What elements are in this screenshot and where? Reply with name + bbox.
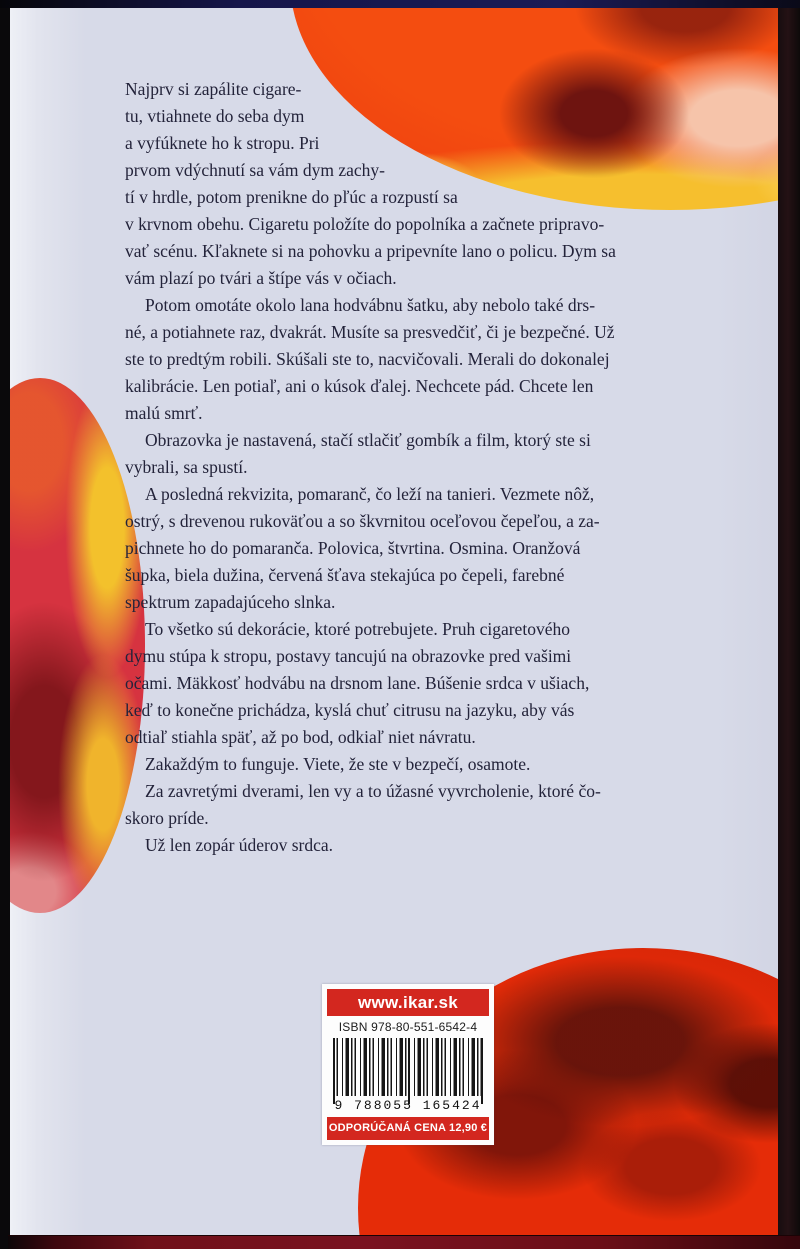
book-bottom-edge bbox=[8, 1235, 800, 1249]
isbn-text: ISBN 978-80-551-6542-4 bbox=[338, 1020, 478, 1034]
text-line: vať scénu. Kľaknete si na pohovku a pripevníte lano o policu. Dym sa bbox=[125, 241, 616, 261]
barcode-guard-bar bbox=[481, 1038, 483, 1104]
text-line: a vyfúknete ho k stropu. Pri bbox=[125, 133, 320, 153]
ean-barcode bbox=[333, 1038, 483, 1096]
barcode-digits: 9 788055 165424 bbox=[334, 1098, 482, 1113]
text-line: Najprv si zapálite cigare- bbox=[125, 79, 302, 99]
text-line: tí v hrdle, potom prenikne do pľúc a rozpustí sa bbox=[125, 187, 458, 207]
recommended-price: ODPORÚČANÁ CENA 12,90 € bbox=[328, 1122, 488, 1134]
price-banner bbox=[327, 1117, 489, 1140]
book-top-edge bbox=[0, 0, 800, 8]
text-line: To všetko sú dekorácie, ktoré potrebujete. Pruh cigaretového bbox=[145, 619, 570, 639]
barcode-label bbox=[322, 984, 494, 1145]
text-line: né, a potiahnete raz, dvakrát. Musíte sa presvedčiť, či je bezpečné. Už bbox=[125, 322, 615, 342]
text-line: A posledná rekvizita, pomaranč, čo leží na tanieri. Vezmete nôž, bbox=[145, 484, 595, 504]
book-back-cover bbox=[10, 8, 778, 1238]
text-line: pichnete ho do pomaranča. Polovica, štvrtina. Osmina. Oranžová bbox=[125, 538, 581, 558]
text-line: Obrazovka je nastavená, stačí stlačiť gombík a film, ktorý ste si bbox=[145, 430, 591, 450]
text-line: skoro príde. bbox=[125, 808, 209, 828]
text-line: tu, vtiahnete do seba dym bbox=[125, 106, 305, 126]
text-line: ste to predtým robili. Skúšali ste to, nacvičovali. Merali do dokonalej bbox=[125, 349, 610, 369]
text-line: prvom vdýchnutí sa vám dym zachy- bbox=[125, 160, 386, 180]
text-line: spektrum zapadajúceho slnka. bbox=[125, 592, 336, 612]
text-line: odtiaľ stiahla späť, až po bod, odkiaľ niet návratu. bbox=[125, 727, 476, 747]
text-line: Zakaždým to funguje. Viete, že ste v bezpečí, osamote. bbox=[145, 754, 531, 774]
text-line: keď to konečne prichádza, kyslá chuť citrusu na jazyku, aby vás bbox=[125, 700, 575, 720]
text-line: v krvnom obehu. Cigaretu položíte do popolníka a začnete pripravo- bbox=[125, 214, 605, 234]
text-line: šupka, biela dužina, červená šťava stekajúca po čepeli, farebné bbox=[125, 565, 565, 585]
barcode-guard-bar bbox=[408, 1038, 410, 1104]
text-line: vám plazí po tvári a štípe vás v očiach. bbox=[125, 268, 397, 288]
barcode-guard-bar bbox=[333, 1038, 335, 1104]
publisher-website: www.ikar.sk bbox=[357, 993, 458, 1012]
text-line: Za zavretými dverami, len vy a to úžasné vyvrcholenie, ktoré čo- bbox=[145, 781, 601, 801]
text-line: dymu stúpa k stropu, postavy tancujú na obrazovke pred vašimi bbox=[125, 646, 572, 666]
text-line: vybrali, sa spustí. bbox=[125, 457, 248, 477]
text-line: Už len zopár úderov srdca. bbox=[145, 835, 334, 855]
text-line: kalibrácie. Len potiaľ, ani o kúsok ďalej. Nechcete pád. Chcete len bbox=[125, 376, 594, 396]
text-line: Potom omotáte okolo lana hodvábnu šatku, aby nebolo také drs- bbox=[145, 295, 596, 315]
publisher-website-banner bbox=[327, 989, 489, 1016]
text-line: očami. Mäkkosť hodvábu na drsnom lane. Búšenie srdca v ušiach, bbox=[125, 673, 590, 693]
text-line: malú smrť. bbox=[125, 403, 203, 423]
back-cover-text bbox=[125, 76, 705, 859]
text-line: ostrý, s drevenou rukoväťou a so škvrnitou oceľovou čepeľou, a za- bbox=[125, 511, 600, 531]
